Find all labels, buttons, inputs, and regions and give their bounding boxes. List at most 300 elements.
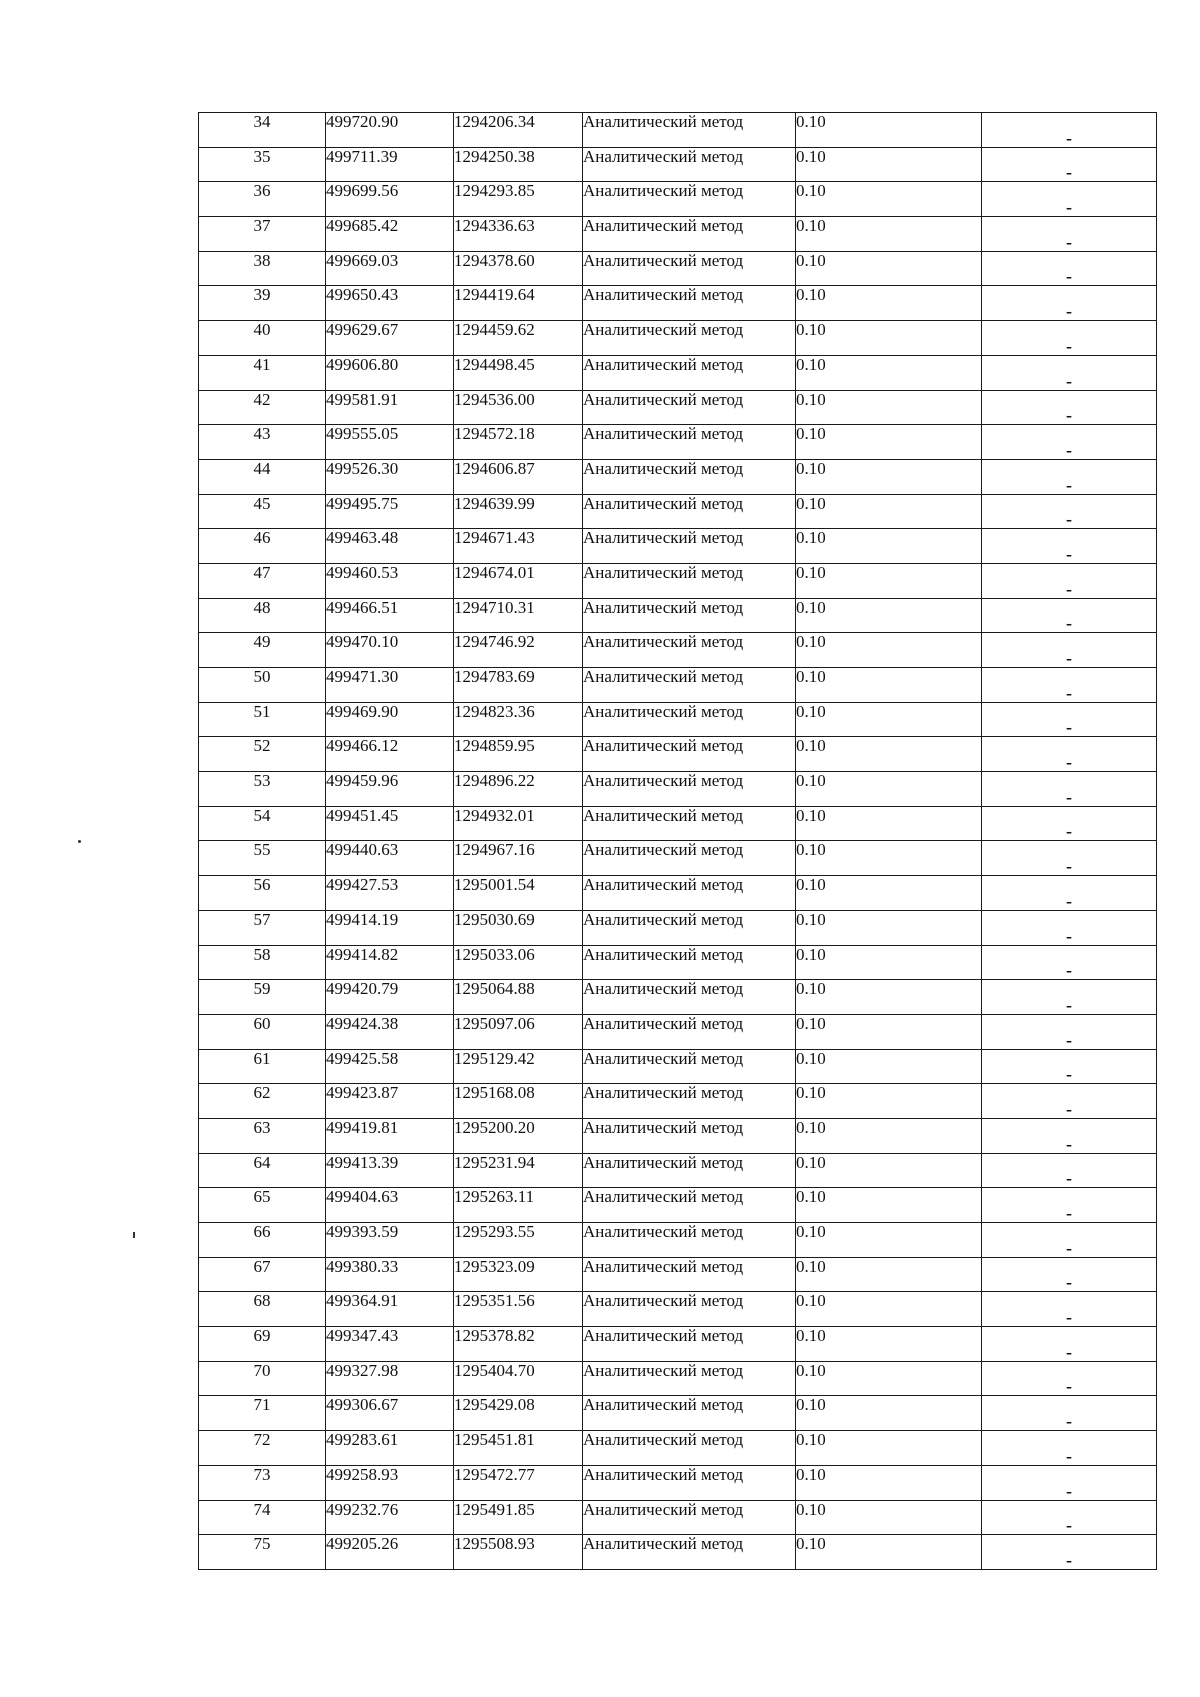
cell-point-number: 45 bbox=[199, 494, 326, 529]
table-row bbox=[199, 598, 1157, 633]
cell-coord-y: 1295508.93 bbox=[454, 1535, 583, 1570]
cell-error: 0.10 bbox=[796, 633, 982, 668]
cell-method: Аналитический метод bbox=[583, 1084, 796, 1119]
cell-error: 0.10 bbox=[796, 598, 982, 633]
table-row bbox=[199, 1188, 1157, 1223]
cell-error: 0.10 bbox=[796, 425, 982, 460]
cell-coord-x: 499459.96 bbox=[326, 772, 454, 807]
cell-coord-y: 1294746.92 bbox=[454, 633, 583, 668]
cell-coord-x: 499364.91 bbox=[326, 1292, 454, 1327]
cell-coord-x: 499413.39 bbox=[326, 1153, 454, 1188]
dash-mark: - bbox=[1066, 1133, 1072, 1154]
cell-description bbox=[982, 286, 1157, 321]
table-row bbox=[199, 494, 1157, 529]
cell-coord-y: 1294293.85 bbox=[454, 182, 583, 217]
dash-mark: - bbox=[1066, 786, 1072, 807]
cell-method: Аналитический метод bbox=[583, 702, 796, 737]
cell-description bbox=[982, 598, 1157, 633]
cell-coord-y: 1295200.20 bbox=[454, 1118, 583, 1153]
cell-point-number: 36 bbox=[199, 182, 326, 217]
table-row bbox=[199, 1049, 1157, 1084]
table-row bbox=[199, 529, 1157, 564]
cell-point-number: 39 bbox=[199, 286, 326, 321]
cell-coord-x: 499347.43 bbox=[326, 1327, 454, 1362]
cell-description bbox=[982, 980, 1157, 1015]
cell-coord-x: 499414.82 bbox=[326, 945, 454, 980]
cell-coord-x: 499327.98 bbox=[326, 1361, 454, 1396]
cell-method: Аналитический метод bbox=[583, 910, 796, 945]
cell-coord-y: 1295293.55 bbox=[454, 1223, 583, 1258]
cell-description bbox=[982, 459, 1157, 494]
cell-error: 0.10 bbox=[796, 1257, 982, 1292]
cell-coord-x: 499650.43 bbox=[326, 286, 454, 321]
dash-mark: - bbox=[1066, 682, 1072, 703]
cell-coord-x: 499404.63 bbox=[326, 1188, 454, 1223]
cell-point-number: 49 bbox=[199, 633, 326, 668]
dash-mark: - bbox=[1066, 1341, 1072, 1362]
cell-coord-x: 499306.67 bbox=[326, 1396, 454, 1431]
cell-coord-x: 499414.19 bbox=[326, 910, 454, 945]
cell-method: Аналитический метод bbox=[583, 1257, 796, 1292]
cell-error: 0.10 bbox=[796, 459, 982, 494]
cell-point-number: 48 bbox=[199, 598, 326, 633]
cell-method: Аналитический метод bbox=[583, 1535, 796, 1570]
cell-description bbox=[982, 737, 1157, 772]
table-row bbox=[199, 980, 1157, 1015]
cell-description bbox=[982, 494, 1157, 529]
cell-point-number: 46 bbox=[199, 529, 326, 564]
table-row bbox=[199, 251, 1157, 286]
table-row bbox=[199, 321, 1157, 356]
dash-mark: - bbox=[1066, 890, 1072, 911]
cell-point-number: 42 bbox=[199, 390, 326, 425]
cell-description bbox=[982, 1049, 1157, 1084]
cell-coord-x: 499711.39 bbox=[326, 147, 454, 182]
cell-description bbox=[982, 1396, 1157, 1431]
cell-description bbox=[982, 1465, 1157, 1500]
cell-point-number: 57 bbox=[199, 910, 326, 945]
cell-coord-x: 499606.80 bbox=[326, 355, 454, 390]
cell-method: Аналитический метод bbox=[583, 529, 796, 564]
cell-coord-y: 1295472.77 bbox=[454, 1465, 583, 1500]
cell-coord-y: 1294671.43 bbox=[454, 529, 583, 564]
cell-error: 0.10 bbox=[796, 251, 982, 286]
cell-method: Аналитический метод bbox=[583, 1014, 796, 1049]
table-row bbox=[199, 1396, 1157, 1431]
cell-error: 0.10 bbox=[796, 529, 982, 564]
cell-method: Аналитический метод bbox=[583, 772, 796, 807]
cell-coord-y: 1294967.16 bbox=[454, 841, 583, 876]
cell-coord-y: 1295231.94 bbox=[454, 1153, 583, 1188]
cell-point-number: 61 bbox=[199, 1049, 326, 1084]
cell-error: 0.10 bbox=[796, 876, 982, 911]
dash-mark: - bbox=[1066, 127, 1072, 148]
cell-error: 0.10 bbox=[796, 1535, 982, 1570]
cell-point-number: 71 bbox=[199, 1396, 326, 1431]
scan-speck bbox=[133, 1232, 135, 1238]
dash-mark: - bbox=[1066, 370, 1072, 391]
cell-method: Аналитический метод bbox=[583, 1223, 796, 1258]
cell-point-number: 75 bbox=[199, 1535, 326, 1570]
cell-description bbox=[982, 425, 1157, 460]
table-row bbox=[199, 702, 1157, 737]
cell-coord-y: 1295263.11 bbox=[454, 1188, 583, 1223]
cell-coord-y: 1294336.63 bbox=[454, 217, 583, 252]
cell-coord-y: 1294859.95 bbox=[454, 737, 583, 772]
cell-coord-x: 499440.63 bbox=[326, 841, 454, 876]
dash-mark: - bbox=[1066, 543, 1072, 564]
cell-error: 0.10 bbox=[796, 390, 982, 425]
cell-description bbox=[982, 1292, 1157, 1327]
cell-coord-x: 499466.12 bbox=[326, 737, 454, 772]
table-row bbox=[199, 841, 1157, 876]
cell-method: Аналитический метод bbox=[583, 737, 796, 772]
table-row bbox=[199, 1223, 1157, 1258]
cell-coord-x: 499495.75 bbox=[326, 494, 454, 529]
cell-coord-x: 499471.30 bbox=[326, 668, 454, 703]
cell-method: Аналитический метод bbox=[583, 1327, 796, 1362]
dash-mark: - bbox=[1066, 405, 1072, 426]
table-row bbox=[199, 286, 1157, 321]
cell-method: Аналитический метод bbox=[583, 425, 796, 460]
cell-error: 0.10 bbox=[796, 494, 982, 529]
cell-method: Аналитический метод bbox=[583, 1500, 796, 1535]
table-row bbox=[199, 1431, 1157, 1466]
cell-description bbox=[982, 806, 1157, 841]
cell-point-number: 37 bbox=[199, 217, 326, 252]
table-row bbox=[199, 876, 1157, 911]
cell-coord-x: 499232.76 bbox=[326, 1500, 454, 1535]
cell-coord-y: 1295491.85 bbox=[454, 1500, 583, 1535]
cell-coord-x: 499451.45 bbox=[326, 806, 454, 841]
cell-coord-x: 499427.53 bbox=[326, 876, 454, 911]
cell-error: 0.10 bbox=[796, 321, 982, 356]
cell-error: 0.10 bbox=[796, 1431, 982, 1466]
cell-error: 0.10 bbox=[796, 1500, 982, 1535]
cell-coord-y: 1295323.09 bbox=[454, 1257, 583, 1292]
cell-coord-x: 499720.90 bbox=[326, 113, 454, 148]
cell-description bbox=[982, 217, 1157, 252]
table-row bbox=[199, 1361, 1157, 1396]
cell-coord-y: 1294498.45 bbox=[454, 355, 583, 390]
cell-coord-y: 1294536.00 bbox=[454, 390, 583, 425]
cell-coord-x: 499629.67 bbox=[326, 321, 454, 356]
cell-coord-y: 1294710.31 bbox=[454, 598, 583, 633]
cell-point-number: 55 bbox=[199, 841, 326, 876]
cell-error: 0.10 bbox=[796, 980, 982, 1015]
cell-description bbox=[982, 841, 1157, 876]
cell-method: Аналитический метод bbox=[583, 251, 796, 286]
dash-mark: - bbox=[1066, 1272, 1072, 1293]
cell-coord-x: 499555.05 bbox=[326, 425, 454, 460]
cell-description bbox=[982, 251, 1157, 286]
cell-method: Аналитический метод bbox=[583, 945, 796, 980]
table-row bbox=[199, 113, 1157, 148]
cell-description bbox=[982, 147, 1157, 182]
cell-error: 0.10 bbox=[796, 806, 982, 841]
cell-error: 0.10 bbox=[796, 1396, 982, 1431]
cell-error: 0.10 bbox=[796, 217, 982, 252]
cell-coord-y: 1295001.54 bbox=[454, 876, 583, 911]
cell-coord-y: 1294459.62 bbox=[454, 321, 583, 356]
cell-coord-x: 499283.61 bbox=[326, 1431, 454, 1466]
dash-mark: - bbox=[1066, 474, 1072, 495]
cell-error: 0.10 bbox=[796, 945, 982, 980]
cell-coord-x: 499669.03 bbox=[326, 251, 454, 286]
cell-point-number: 56 bbox=[199, 876, 326, 911]
cell-description bbox=[982, 668, 1157, 703]
cell-coord-y: 1294674.01 bbox=[454, 563, 583, 598]
dash-mark: - bbox=[1066, 1168, 1072, 1189]
cell-error: 0.10 bbox=[796, 841, 982, 876]
cell-coord-y: 1295168.08 bbox=[454, 1084, 583, 1119]
cell-coord-y: 1295351.56 bbox=[454, 1292, 583, 1327]
cell-point-number: 73 bbox=[199, 1465, 326, 1500]
cell-method: Аналитический метод bbox=[583, 494, 796, 529]
cell-coord-y: 1295033.06 bbox=[454, 945, 583, 980]
cell-method: Аналитический метод bbox=[583, 980, 796, 1015]
dash-mark: - bbox=[1066, 1515, 1072, 1536]
cell-point-number: 72 bbox=[199, 1431, 326, 1466]
dash-mark: - bbox=[1066, 1064, 1072, 1085]
cell-coord-y: 1294639.99 bbox=[454, 494, 583, 529]
cell-coord-x: 499419.81 bbox=[326, 1118, 454, 1153]
cell-coord-y: 1294419.64 bbox=[454, 286, 583, 321]
cell-description bbox=[982, 772, 1157, 807]
cell-description bbox=[982, 529, 1157, 564]
table-row bbox=[199, 668, 1157, 703]
cell-error: 0.10 bbox=[796, 113, 982, 148]
cell-error: 0.10 bbox=[796, 910, 982, 945]
cell-point-number: 62 bbox=[199, 1084, 326, 1119]
cell-point-number: 44 bbox=[199, 459, 326, 494]
table-row bbox=[199, 459, 1157, 494]
cell-coord-x: 499258.93 bbox=[326, 1465, 454, 1500]
cell-point-number: 67 bbox=[199, 1257, 326, 1292]
cell-method: Аналитический метод bbox=[583, 1153, 796, 1188]
dash-mark: - bbox=[1066, 335, 1072, 356]
table-row bbox=[199, 633, 1157, 668]
cell-point-number: 68 bbox=[199, 1292, 326, 1327]
cell-error: 0.10 bbox=[796, 1014, 982, 1049]
cell-coord-y: 1295378.82 bbox=[454, 1327, 583, 1362]
cell-coord-x: 499460.53 bbox=[326, 563, 454, 598]
dash-mark: - bbox=[1066, 1307, 1072, 1328]
cell-point-number: 54 bbox=[199, 806, 326, 841]
table-row bbox=[199, 806, 1157, 841]
table-row bbox=[199, 355, 1157, 390]
dash-mark: - bbox=[1066, 162, 1072, 183]
cell-error: 0.10 bbox=[796, 1223, 982, 1258]
cell-description bbox=[982, 1535, 1157, 1570]
dash-mark: - bbox=[1066, 301, 1072, 322]
cell-error: 0.10 bbox=[796, 668, 982, 703]
cell-error: 0.10 bbox=[796, 355, 982, 390]
cell-point-number: 35 bbox=[199, 147, 326, 182]
cell-error: 0.10 bbox=[796, 1118, 982, 1153]
dash-mark: - bbox=[1066, 578, 1072, 599]
dash-mark: - bbox=[1066, 1411, 1072, 1432]
dash-mark: - bbox=[1066, 960, 1072, 981]
table-row bbox=[199, 1014, 1157, 1049]
cell-point-number: 51 bbox=[199, 702, 326, 737]
cell-method: Аналитический метод bbox=[583, 876, 796, 911]
cell-method: Аналитический метод bbox=[583, 841, 796, 876]
cell-method: Аналитический метод bbox=[583, 390, 796, 425]
cell-coord-y: 1294250.38 bbox=[454, 147, 583, 182]
table-row bbox=[199, 1327, 1157, 1362]
cell-error: 0.10 bbox=[796, 772, 982, 807]
cell-error: 0.10 bbox=[796, 1465, 982, 1500]
cell-description bbox=[982, 321, 1157, 356]
cell-method: Аналитический метод bbox=[583, 355, 796, 390]
cell-error: 0.10 bbox=[796, 1188, 982, 1223]
cell-coord-x: 499205.26 bbox=[326, 1535, 454, 1570]
cell-coord-y: 1294572.18 bbox=[454, 425, 583, 460]
cell-method: Аналитический метод bbox=[583, 598, 796, 633]
table-row bbox=[199, 737, 1157, 772]
dash-mark: - bbox=[1066, 1029, 1072, 1050]
cell-method: Аналитический метод bbox=[583, 459, 796, 494]
cell-description bbox=[982, 1431, 1157, 1466]
cell-coord-x: 499470.10 bbox=[326, 633, 454, 668]
dash-mark: - bbox=[1066, 717, 1072, 738]
cell-method: Аналитический метод bbox=[583, 1396, 796, 1431]
cell-coord-y: 1294932.01 bbox=[454, 806, 583, 841]
dash-mark: - bbox=[1066, 1445, 1072, 1466]
dash-mark: - bbox=[1066, 509, 1072, 530]
table-row bbox=[199, 1084, 1157, 1119]
table-body bbox=[199, 113, 1157, 1570]
cell-point-number: 63 bbox=[199, 1118, 326, 1153]
cell-coord-x: 499393.59 bbox=[326, 1223, 454, 1258]
cell-coord-y: 1295429.08 bbox=[454, 1396, 583, 1431]
cell-method: Аналитический метод bbox=[583, 1361, 796, 1396]
cell-method: Аналитический метод bbox=[583, 217, 796, 252]
cell-point-number: 43 bbox=[199, 425, 326, 460]
cell-coord-y: 1295030.69 bbox=[454, 910, 583, 945]
cell-description bbox=[982, 1500, 1157, 1535]
table-row bbox=[199, 1535, 1157, 1570]
dash-mark: - bbox=[1066, 856, 1072, 877]
cell-description bbox=[982, 1361, 1157, 1396]
cell-coord-x: 499463.48 bbox=[326, 529, 454, 564]
cell-method: Аналитический метод bbox=[583, 147, 796, 182]
cell-coord-y: 1295451.81 bbox=[454, 1431, 583, 1466]
cell-method: Аналитический метод bbox=[583, 1049, 796, 1084]
dash-mark: - bbox=[1066, 1203, 1072, 1223]
table-row bbox=[199, 563, 1157, 598]
cell-coord-y: 1295404.70 bbox=[454, 1361, 583, 1396]
cell-coord-y: 1294783.69 bbox=[454, 668, 583, 703]
scan-speck bbox=[78, 840, 81, 843]
cell-coord-y: 1295129.42 bbox=[454, 1049, 583, 1084]
cell-coord-y: 1294896.22 bbox=[454, 772, 583, 807]
cell-description bbox=[982, 1014, 1157, 1049]
cell-coord-y: 1294823.36 bbox=[454, 702, 583, 737]
dash-mark: - bbox=[1066, 1098, 1072, 1119]
cell-point-number: 60 bbox=[199, 1014, 326, 1049]
table-row bbox=[199, 390, 1157, 425]
cell-error: 0.10 bbox=[796, 737, 982, 772]
cell-point-number: 47 bbox=[199, 563, 326, 598]
cell-description bbox=[982, 1118, 1157, 1153]
cell-method: Аналитический метод bbox=[583, 806, 796, 841]
cell-error: 0.10 bbox=[796, 286, 982, 321]
cell-point-number: 50 bbox=[199, 668, 326, 703]
dash-mark: - bbox=[1066, 1237, 1072, 1258]
table-row bbox=[199, 910, 1157, 945]
cell-point-number: 40 bbox=[199, 321, 326, 356]
dash-mark: - bbox=[1066, 1549, 1072, 1570]
table-row bbox=[199, 425, 1157, 460]
table-row bbox=[199, 217, 1157, 252]
cell-method: Аналитический метод bbox=[583, 563, 796, 598]
cell-method: Аналитический метод bbox=[583, 113, 796, 148]
cell-description bbox=[982, 633, 1157, 668]
dash-mark: - bbox=[1066, 613, 1072, 634]
cell-coord-x: 499380.33 bbox=[326, 1257, 454, 1292]
cell-coord-x: 499424.38 bbox=[326, 1014, 454, 1049]
table-row bbox=[199, 147, 1157, 182]
cell-description bbox=[982, 702, 1157, 737]
cell-description bbox=[982, 1084, 1157, 1119]
cell-error: 0.10 bbox=[796, 1049, 982, 1084]
dash-mark: - bbox=[1066, 648, 1072, 668]
cell-point-number: 34 bbox=[199, 113, 326, 148]
cell-description bbox=[982, 945, 1157, 980]
cell-description bbox=[982, 1223, 1157, 1258]
cell-error: 0.10 bbox=[796, 702, 982, 737]
cell-error: 0.10 bbox=[796, 1084, 982, 1119]
table-row bbox=[199, 772, 1157, 807]
cell-method: Аналитический метод bbox=[583, 1431, 796, 1466]
dash-mark: - bbox=[1066, 752, 1072, 773]
dash-mark: - bbox=[1066, 925, 1072, 946]
cell-description bbox=[982, 113, 1157, 148]
cell-method: Аналитический метод bbox=[583, 182, 796, 217]
cell-coord-x: 499469.90 bbox=[326, 702, 454, 737]
cell-coord-y: 1294378.60 bbox=[454, 251, 583, 286]
cell-method: Аналитический метод bbox=[583, 633, 796, 668]
cell-coord-y: 1294606.87 bbox=[454, 459, 583, 494]
cell-description bbox=[982, 390, 1157, 425]
cell-point-number: 53 bbox=[199, 772, 326, 807]
cell-coord-x: 499423.87 bbox=[326, 1084, 454, 1119]
coordinates-table bbox=[198, 112, 1157, 1570]
dash-mark: - bbox=[1066, 1376, 1072, 1397]
dash-mark: - bbox=[1066, 994, 1072, 1015]
cell-point-number: 41 bbox=[199, 355, 326, 390]
table-row bbox=[199, 945, 1157, 980]
cell-coord-x: 499466.51 bbox=[326, 598, 454, 633]
cell-error: 0.10 bbox=[796, 1153, 982, 1188]
cell-coord-x: 499699.56 bbox=[326, 182, 454, 217]
cell-coord-x: 499420.79 bbox=[326, 980, 454, 1015]
cell-coord-x: 499526.30 bbox=[326, 459, 454, 494]
cell-description bbox=[982, 910, 1157, 945]
cell-point-number: 58 bbox=[199, 945, 326, 980]
cell-method: Аналитический метод bbox=[583, 1292, 796, 1327]
cell-point-number: 69 bbox=[199, 1327, 326, 1362]
cell-method: Аналитический метод bbox=[583, 321, 796, 356]
cell-description bbox=[982, 876, 1157, 911]
table-row bbox=[199, 1118, 1157, 1153]
cell-coord-y: 1295064.88 bbox=[454, 980, 583, 1015]
table-row bbox=[199, 1500, 1157, 1535]
cell-point-number: 70 bbox=[199, 1361, 326, 1396]
cell-point-number: 66 bbox=[199, 1223, 326, 1258]
